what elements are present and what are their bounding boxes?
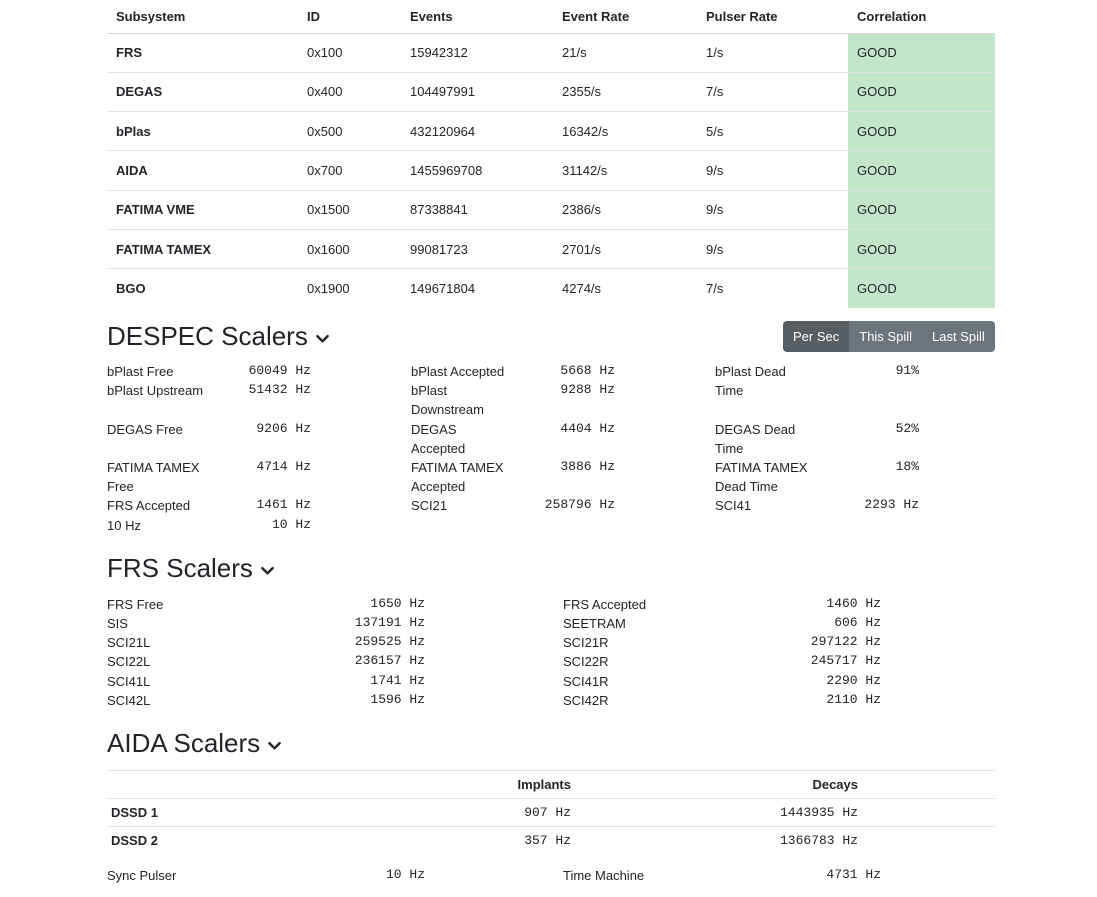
despec-scaler-label: bPlast Accepted [411, 364, 505, 379]
despec-scaler-value: 18% [895, 459, 919, 474]
frs-scaler-label: SCI41L [107, 674, 151, 689]
subsystem-event-rate: 21/s [553, 33, 697, 72]
last-spill-button[interactable]: Last Spill [922, 321, 995, 352]
subsystem-row [107, 112, 995, 151]
dssd-spacer [858, 799, 995, 827]
header-pulser-rate: Pulser Rate [697, 0, 848, 33]
despec-scaler-value: 1461 Hz [256, 497, 311, 512]
chevron-down-icon[interactable] [260, 563, 275, 578]
frs-scalers-title: FRS Scalers [107, 553, 253, 583]
header-subsystem: Subsystem [107, 0, 298, 33]
subsystem-event-rate: 31142/s [553, 151, 697, 190]
header-implants: Implants [323, 771, 571, 799]
subsystem-row [107, 190, 995, 229]
subsystem-correlation-status: GOOD [848, 229, 995, 268]
subsystem-id: 0x100 [298, 33, 401, 72]
despec-scaler-row [715, 420, 919, 456]
despec-scaler-value: 4404 Hz [560, 421, 615, 436]
despec-scaler-label: FATIMA TAMEX Free [107, 460, 200, 494]
frs-scaler-row [107, 672, 425, 691]
subsystem-events: 1455969708 [401, 151, 553, 190]
frs-scaler-label: SCI21L [107, 635, 151, 650]
subsystem-id: 0x1600 [298, 229, 401, 268]
subsystem-pulser-rate: 7/s [697, 72, 848, 111]
despec-scaler-label: bPlast Dead Time [715, 364, 786, 398]
subsystem-row [107, 72, 995, 111]
despec-scaler-label: SCI41 [715, 498, 752, 513]
dssd-name: DSSD 1 [107, 799, 323, 827]
subsystem-event-rate: 4274/s [562, 281, 602, 297]
despec-scaler-value: 10 Hz [271, 517, 311, 532]
frs-scaler-label: SCI41R [563, 674, 609, 689]
subsystem-pulser-rate: 9/s [697, 190, 848, 229]
despec-scaler-label: bPlast Free [107, 364, 174, 379]
frs-scalers-heading[interactable] [107, 553, 275, 584]
frs-scaler-row [563, 652, 881, 671]
subsystem-name: DEGAS [107, 72, 298, 111]
subsystem-correlation-status: GOOD [848, 269, 995, 308]
despec-scaler-label: DEGAS Free [107, 422, 183, 437]
frs-scaler-row [107, 595, 425, 614]
despec-scaler-value: 9206 Hz [256, 421, 311, 436]
subsystem-pulser-rate: 9/s [697, 151, 848, 190]
header-correlation: Correlation [848, 0, 995, 33]
despec-scaler-value: 258796 Hz [544, 497, 615, 512]
sync-pulser-row [107, 866, 425, 885]
aida-dssd-table [107, 770, 995, 855]
dssd-spacer [858, 827, 995, 855]
frs-scaler-row [107, 652, 425, 671]
subsystem-name: FRS [107, 33, 298, 72]
subsystem-name: BGO [116, 281, 146, 297]
frs-scaler-label: SCI22R [563, 654, 609, 669]
subsystem-name: FATIMA VME [107, 190, 298, 229]
subsystem-event-rate: 2386/s [553, 190, 697, 229]
frs-scaler-label: SCI42R [563, 693, 609, 708]
frs-scaler-row [563, 614, 881, 633]
rate-mode-button-group [783, 321, 995, 352]
header-decays: Decays [571, 771, 858, 799]
despec-scaler-row [411, 458, 615, 494]
subsystem-row [107, 151, 995, 190]
subsystem-events: 87338841 [401, 190, 553, 229]
subsystem-table [107, 0, 995, 308]
frs-scaler-value: 1650 Hz [370, 596, 425, 611]
despec-scaler-row [107, 381, 311, 400]
subsystem-id: 0x700 [298, 151, 401, 190]
despec-scaler-row [107, 420, 311, 439]
subsystem-events: 15942312 [401, 33, 553, 72]
despec-scaler-row [715, 458, 919, 494]
despec-scaler-row [411, 381, 615, 417]
despec-scaler-row [107, 458, 311, 494]
frs-scaler-label: SCI22L [107, 654, 151, 669]
despec-scaler-row [715, 362, 919, 398]
aida-table-header [107, 771, 995, 799]
sync-pulser-value: 10 Hz [385, 867, 425, 882]
chevron-down-icon[interactable] [267, 738, 282, 753]
frs-scaler-value: 236157 Hz [354, 653, 425, 668]
despec-scaler-row [411, 420, 615, 456]
despec-scaler-label: bPlast Upstream [107, 383, 204, 398]
subsystem-id: 0x500 [298, 112, 401, 151]
subsystem-id: 0x1500 [298, 190, 401, 229]
frs-scaler-value: 606 Hz [834, 615, 881, 630]
frs-scaler-value: 297122 Hz [810, 634, 881, 649]
frs-scaler-value: 137191 Hz [354, 615, 425, 630]
header-blank [107, 771, 323, 799]
subsystem-row [107, 33, 995, 72]
subsystem-events: 104497991 [401, 72, 553, 111]
despec-scaler-value: 4714 Hz [256, 459, 311, 474]
despec-scaler-value: 3886 Hz [560, 459, 615, 474]
subsystem-name: AIDA [107, 151, 298, 190]
despec-scaler-value: 52% [895, 421, 919, 436]
despec-scaler-label: FATIMA TAMEX Accepted [411, 460, 504, 494]
frs-scaler-value: 2290 Hz [826, 673, 881, 688]
despec-scalers-title: DESPEC Scalers [107, 321, 308, 351]
frs-scaler-label: FRS Accepted [563, 597, 647, 612]
frs-scaler-row [107, 614, 425, 633]
despec-scaler-value: 2293 Hz [864, 497, 919, 512]
subsystem-table-header [107, 0, 995, 33]
header-events: Events [401, 0, 553, 33]
dssd-implants: 357 Hz [524, 833, 571, 849]
subsystem-row [107, 229, 995, 268]
frs-scaler-value: 1596 Hz [370, 692, 425, 707]
header-event-rate: Event Rate [553, 0, 697, 33]
subsystem-pulser-rate: 1/s [697, 33, 848, 72]
dssd-implants: 907 Hz [323, 799, 571, 827]
frs-scaler-row [107, 691, 425, 710]
frs-scaler-row [563, 691, 881, 710]
despec-scaler-label: FATIMA TAMEX Dead Time [715, 460, 808, 494]
frs-scaler-label: SEETRAM [563, 616, 626, 631]
subsystem-correlation-status: GOOD [848, 190, 995, 229]
dssd-row [107, 799, 995, 827]
frs-scaler-row [563, 595, 881, 614]
despec-scaler-value: 91% [895, 363, 919, 378]
despec-scaler-label: 10 Hz [107, 518, 141, 533]
subsystem-events: 432120964 [401, 112, 553, 151]
frs-scaler-value: 2110 Hz [826, 692, 881, 707]
despec-scalers-heading[interactable] [107, 321, 330, 352]
chevron-down-icon[interactable] [315, 331, 330, 346]
despec-scaler-label: DEGAS Dead Time [715, 422, 796, 456]
frs-scaler-label: SCI42L [107, 693, 151, 708]
despec-scaler-row [107, 496, 311, 515]
frs-scaler-label: FRS Free [107, 597, 164, 612]
subsystem-correlation-status: GOOD [848, 151, 995, 190]
header-id: ID [298, 0, 401, 33]
time-machine-row [563, 866, 881, 885]
subsystem-id: 0x400 [298, 72, 401, 111]
despec-scaler-value: 5668 Hz [560, 363, 615, 378]
subsystem-row [107, 269, 995, 308]
subsystem-event-rate: 2355/s [553, 72, 697, 111]
despec-scaler-row [411, 496, 615, 515]
despec-scaler-value: 60049 Hz [248, 363, 311, 378]
frs-scaler-row [563, 672, 881, 691]
despec-scaler-row [715, 496, 919, 515]
subsystem-name: bPlas [107, 112, 298, 151]
header-spacer [858, 771, 995, 799]
subsystem-pulser-rate: 7/s [706, 281, 724, 297]
subsystem-name: FATIMA TAMEX [107, 229, 298, 268]
subsystem-id: 0x1900 [307, 281, 350, 297]
frs-scaler-row [563, 633, 881, 652]
subsystem-correlation-status: GOOD [848, 33, 995, 72]
despec-scaler-label: SCI21 [411, 498, 448, 513]
this-spill-button[interactable]: This Spill [849, 321, 922, 352]
subsystem-event-rate: 16342/s [553, 112, 697, 151]
frs-scaler-row [107, 633, 425, 652]
frs-scaler-value: 245717 Hz [810, 653, 881, 668]
despec-scaler-label: bPlast Downstream [411, 383, 484, 417]
subsystem-correlation-status: GOOD [848, 72, 995, 111]
subsystem-events: 99081723 [401, 229, 553, 268]
frs-scaler-label: SIS [107, 616, 128, 631]
sync-pulser-label: Sync Pulser [107, 868, 177, 883]
frs-scaler-label: SCI21R [563, 635, 609, 650]
subsystem-events: 149671804 [410, 281, 476, 297]
subsystem-correlation-status: GOOD [848, 112, 995, 151]
time-machine-label: Time Machine [563, 868, 645, 883]
dssd-decays: 1443935 Hz [571, 799, 858, 827]
aida-scalers-heading[interactable] [107, 728, 282, 759]
frs-scaler-value: 1460 Hz [826, 596, 881, 611]
per-sec-button[interactable]: Per Sec [783, 321, 849, 352]
aida-scalers-title: AIDA Scalers [107, 728, 261, 758]
despec-scaler-row [107, 362, 311, 381]
frs-scaler-value: 259525 Hz [354, 634, 425, 649]
despec-scaler-row [107, 516, 311, 535]
dssd-name: DSSD 2 [111, 833, 158, 849]
despec-scaler-value: 51432 Hz [248, 382, 311, 397]
subsystem-pulser-rate: 5/s [697, 112, 848, 151]
dssd-row [107, 827, 995, 855]
subsystem-pulser-rate: 9/s [697, 229, 848, 268]
dssd-decays: 1366783 Hz [779, 833, 858, 849]
despec-scaler-label: DEGAS Accepted [411, 422, 466, 456]
despec-scaler-row [411, 362, 615, 381]
subsystem-event-rate: 2701/s [553, 229, 697, 268]
time-machine-value: 4731 Hz [826, 867, 881, 882]
despec-scaler-value: 9288 Hz [560, 382, 615, 397]
frs-scaler-value: 1741 Hz [370, 673, 425, 688]
despec-scaler-label: FRS Accepted [107, 498, 191, 513]
